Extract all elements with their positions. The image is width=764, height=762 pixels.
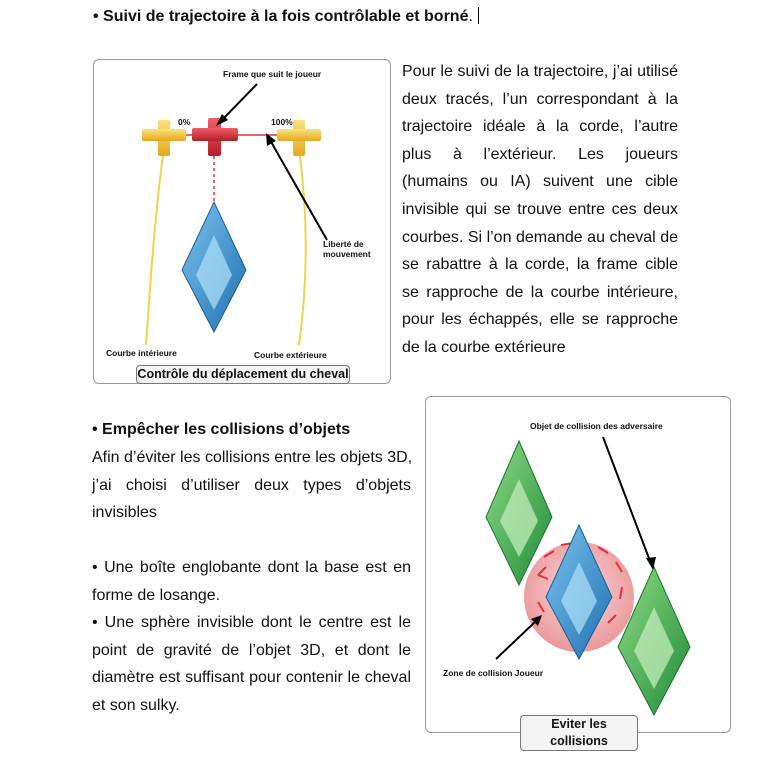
section-1-paragraph <box>402 58 678 362</box>
figure-collisions <box>425 396 731 748</box>
figure-trajectory <box>93 59 391 384</box>
paragraph-line: plus à l’extérieur. Les joueurs <box>402 145 678 163</box>
paragraph-line: pour les échappés, elle se rapproche <box>402 311 678 329</box>
target-frame-cross <box>192 118 238 156</box>
section-2-paragraph <box>92 444 411 527</box>
bullet-line: point de gravité de l’objet 3D, et dont le <box>92 641 411 659</box>
paragraph-line: deux tracés, l’un correspondant à la <box>402 90 678 108</box>
section-1-heading-text: • Suivi de trajectoire à la fois contrôlable et borné <box>93 8 469 25</box>
paragraph-line: se rabattre à la corde, la frame cible <box>402 256 678 274</box>
label-courbe-interieure: Courbe intérieure <box>106 348 177 358</box>
section-1-heading <box>93 7 479 26</box>
horse-diamond <box>182 202 246 332</box>
paragraph-line: courbes. Si l’on demande au cheval de <box>402 228 678 246</box>
paragraph-line: trajectoire idéale à la corde, l’autre <box>402 118 678 136</box>
paragraph-line: se rapproche de la courbe intérieure, <box>402 283 678 301</box>
bullet-sphere <box>92 609 411 719</box>
paragraph-line: invisible qui se trouve entre ces deux <box>402 200 678 218</box>
paragraph-line: invisibles <box>92 504 157 522</box>
paragraph-line: Afin d’éviter les collisions entre les objets 3D, <box>92 449 413 466</box>
label-100-percent: 100% <box>271 117 293 127</box>
label-objet-collision-adversaire: Objet de collision des adversaire <box>530 421 663 431</box>
section-2-heading: • Empêcher les collisions d’objets <box>92 421 351 438</box>
bullet-line: • Une sphère invisible dont le centre est le <box>92 614 411 631</box>
label-liberte-mouvement: Liberté de mouvement <box>323 239 371 259</box>
figure-1-caption: Contrôle du déplacement du cheval <box>136 365 350 384</box>
figure-2-caption: Eviter les collisions <box>520 715 638 751</box>
trajectory-diagram <box>94 60 390 383</box>
section-1-heading-tail: . <box>468 8 473 25</box>
text-cursor <box>478 7 480 24</box>
paragraph-line: de la courbe extérieure <box>402 338 566 356</box>
label-0-percent: 0% <box>178 117 191 127</box>
bullet-line: • Une boîte englobante dont la base est en <box>92 559 411 576</box>
collision-diagram <box>426 397 730 732</box>
bullet-line: et son sulky. <box>92 696 180 714</box>
paragraph-line: Pour le suivi de la trajectoire, j’ai utilisé <box>402 63 678 80</box>
bullet-line: forme de losange. <box>92 586 221 604</box>
paragraph-line: j’ai choisi d’utiliser deux types d’objets <box>92 476 411 494</box>
label-frame-joueur: Frame que suit le joueur <box>223 69 322 79</box>
bullet-bounding-box <box>92 554 411 609</box>
label-courbe-exterieure: Courbe extérieure <box>254 350 327 360</box>
label-zone-collision-joueur: Zone de collision Joueur <box>443 668 544 678</box>
bullet-line: diamètre est suffisant pour contenir le cheval <box>92 669 411 687</box>
paragraph-line: (humains ou IA) suivent une cible <box>402 173 678 191</box>
